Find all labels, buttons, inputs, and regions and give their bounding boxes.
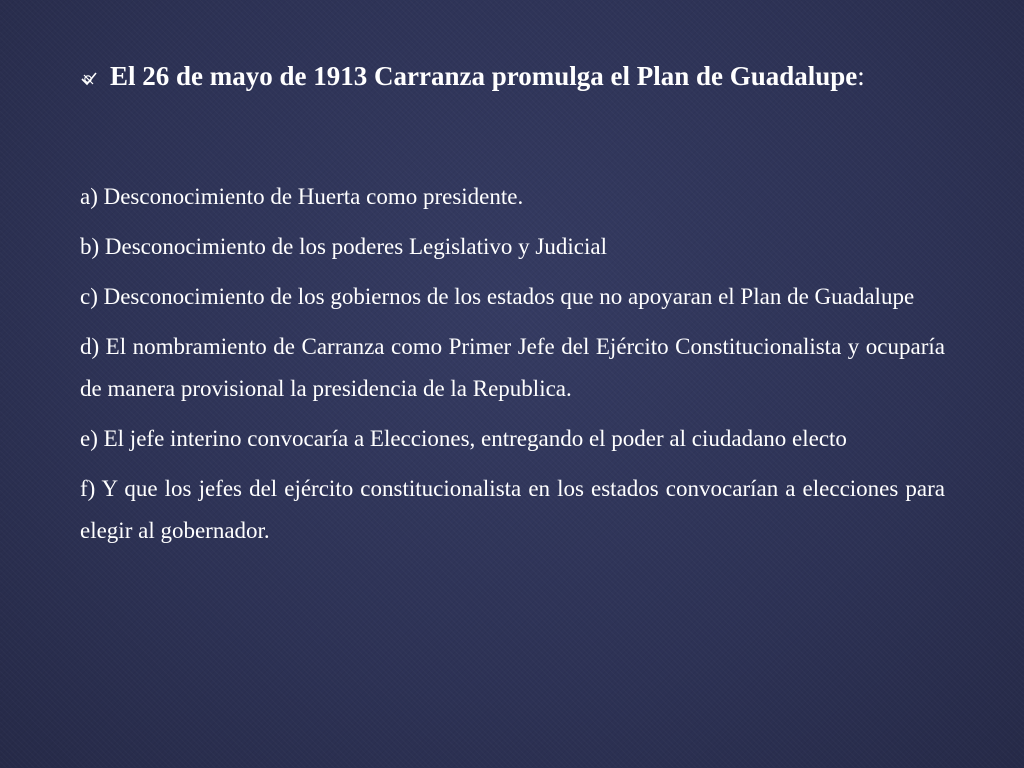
content-list (80, 176, 945, 560)
list-item-c: c) Desconocimiento de los gobiernos de los estados que no apoyaran el Plan de Guadalupe (80, 284, 915, 309)
list-item-f: f) Y que los jefes del ejército constitucionalista en los estados convocarían a elecciones para elegir al gobernador. (80, 476, 945, 543)
list-item-a: a) Desconocimiento de Huerta como presidente. (80, 184, 524, 209)
list-item-b: b) Desconocimiento de los poderes Legislativo y Judicial (80, 234, 607, 259)
list-item-e: e) El jefe interino convocaría a Elecciones, entregando el poder al ciudadano electo (80, 426, 847, 451)
check-bullet-icon (80, 70, 98, 88)
slide-title-colon: : (857, 61, 865, 91)
slide-title (110, 60, 870, 92)
list-item-d: d) El nombramiento de Carranza como Primer Jefe del Ejército Constitucionalista y ocuparía de manera provisional la presidencia de la Republica. (80, 334, 945, 401)
slide-title-text: El 26 de mayo de 1913 Carranza promulga el Plan de Guadalupe (110, 61, 858, 91)
